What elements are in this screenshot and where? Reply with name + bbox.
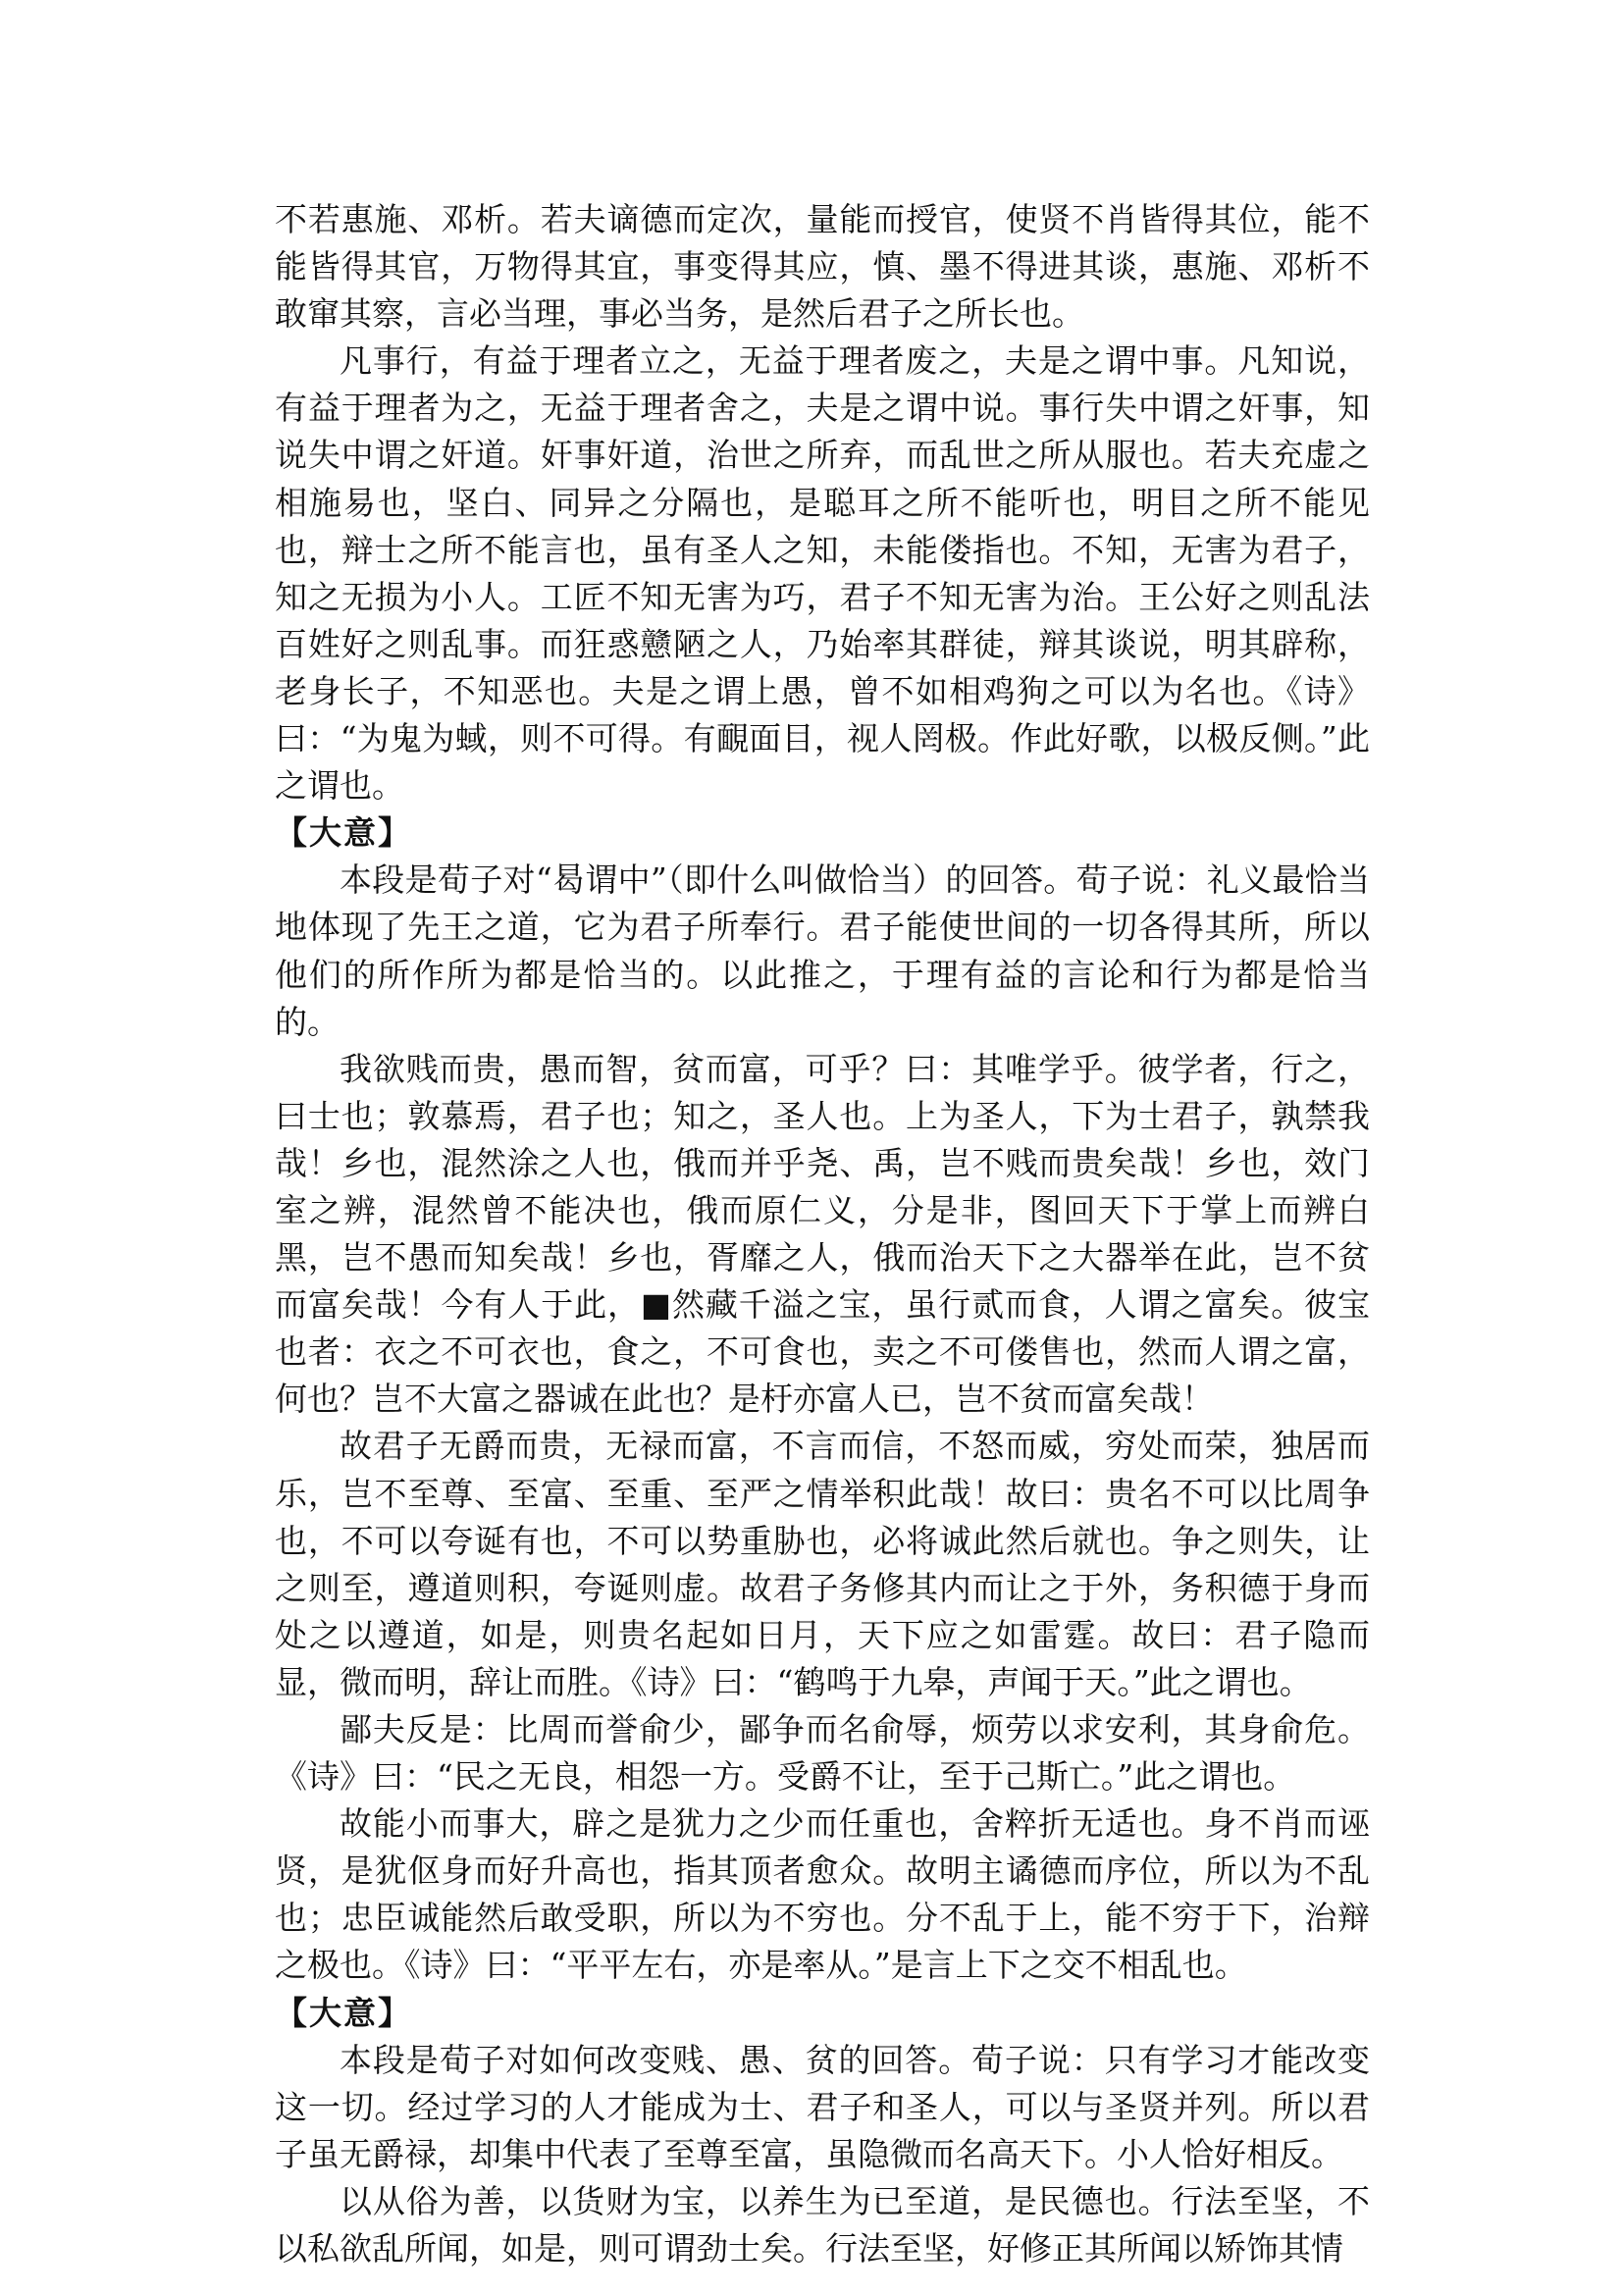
- paragraph-6: 故能小而事大，辟之是犹力之少而任重也，舍粹折无适也。身不肖而诬贤，是犹伛身而好升高也，指其顶者愈众。故明主谲德而序位，所以为不乱也；忠臣诚能然后敢受职，所以为不穷也。分不乱于上，能不穷于下，治辩之极也。《诗》曰：“平平左右，亦是率从。”是言上下之交不相乱也。: [275, 1804, 1370, 1985]
- section-heading-summary-1: 【大意】: [275, 813, 412, 853]
- summary-paragraph-2: 本段是荀子对如何改变贱、愚、贫的回答。荀子说：只有学习才能改变这一切。经过学习的人才能成为士、君子和圣人，可以与圣贤并列。所以君子虽无爵禄，却集中代表了至尊至富，虽隐微而名高天下。小人恰好相反。: [275, 2040, 1370, 2173]
- paragraph-4: 故君子无爵而贵，无禄而富，不言而信，不怒而威，穷处而荣，独居而乐，岂不至尊、至富、至重、至严之情举积此哉！故曰：贵名不可以比周争也，不可以夸诞有也，不可以势重胁也，必将诚此然后就也。争之则失，让之则至，遵道则积，夸诞则虚。故君子务修其内而让之于外，务积德于身而处之以遵道，如是，则贵名起如日月，天下应之如雷霆。故曰：君子隐而显，微而明，辞让而胜。《诗》曰：“鹤鸣于九皋，声闻于天。”此之谓也。: [275, 1427, 1370, 1701]
- paragraph-7: 以从俗为善，以货财为宝，以养生为已至道，是民德也。行法至坚，不以私欲乱所闻，如是，则可谓劲士矣。行法至坚，好修正其所闻以矫饰其情: [275, 2181, 1370, 2268]
- paragraph-5: 鄙夫反是：比周而誉俞少，鄙争而名俞辱，烦劳以求安利，其身俞危。《诗》曰：“民之无良，相怨一方。受爵不让，至于己斯亡。”此之谓也。: [275, 1710, 1370, 1797]
- paragraph-1: 不若惠施、邓析。若夫谪德而定次，量能而授官，使贤不肖皆得其位，能不能皆得其官，万物得其宜，事变得其应，慎、墨不得进其谈，惠施、邓析不敢窜其察，言必当理，事必当务，是然后君子之所长也。: [275, 200, 1370, 334]
- paragraph-3: 我欲贱而贵，愚而智，贫而富，可乎？曰：其唯学乎。彼学者，行之，曰士也；敦慕焉，君子也；知之，圣人也。上为圣人，下为士君子，孰禁我哉！乡也，混然涂之人也，俄而并乎尧、禹，岂不贱而贵矣哉！乡也，效门室之辨，混然曾不能决也，俄而原仁义，分是非，图回天下于掌上而辨白黑，岂不愚而知矣哉！乡也，胥靡之人，俄而治天下之大器举在此，岂不贫而富矣哉！今有人于此，■然藏千溢之宝，虽行贰而食，人谓之富矣。彼宝也者：衣之不可衣也，食之，不可食也，卖之不可偻售也，然而人谓之富，何也？岂不大富之器诚在此也？是杅亦富人已，岂不贫而富矣哉！: [275, 1049, 1370, 1419]
- section-heading-summary-2: 【大意】: [275, 1993, 412, 2032]
- summary-paragraph-1: 本段是荀子对“曷谓中”（即什么叫做恰当）的回答。荀子说：礼义最恰当地体现了先王之道，它为君子所奉行。君子能使世间的一切各得其所，所以他们的所作所为都是恰当的。以此推之，于理有益的言论和行为都是恰当的。: [275, 860, 1370, 1041]
- paragraph-2: 凡事行，有益于理者立之，无益于理者废之，夫是之谓中事。凡知说，有益于理者为之，无益于理者舍之，夫是之谓中说。事行失中谓之奸事，知说失中谓之奸道。奸事奸道，治世之所弃，而乱世之所从服也。若夫充虚之相施易也，坚白、同异之分隔也，是聪耳之所不能听也，明目之所不能见也，辩士之所不能言也，虽有圣人之知，未能偻指也。不知，无害为君子，知之无损为小人。工匠不知无害为巧，君子不知无害为治。王公好之则乱法百姓好之则乱事。而狂惑戆陋之人，乃始率其群徒，辩其谈说，明其辟称，老身长子，不知恶也。夫是之谓上愚，曾不如相鸡狗之可以为名也。《诗》曰：“为鬼为蜮，则不可得。有靦面目，视人罔极。作此好歌，以极反侧。”此之谓也。: [275, 341, 1370, 806]
- document-page: [275, 196, 1370, 2272]
